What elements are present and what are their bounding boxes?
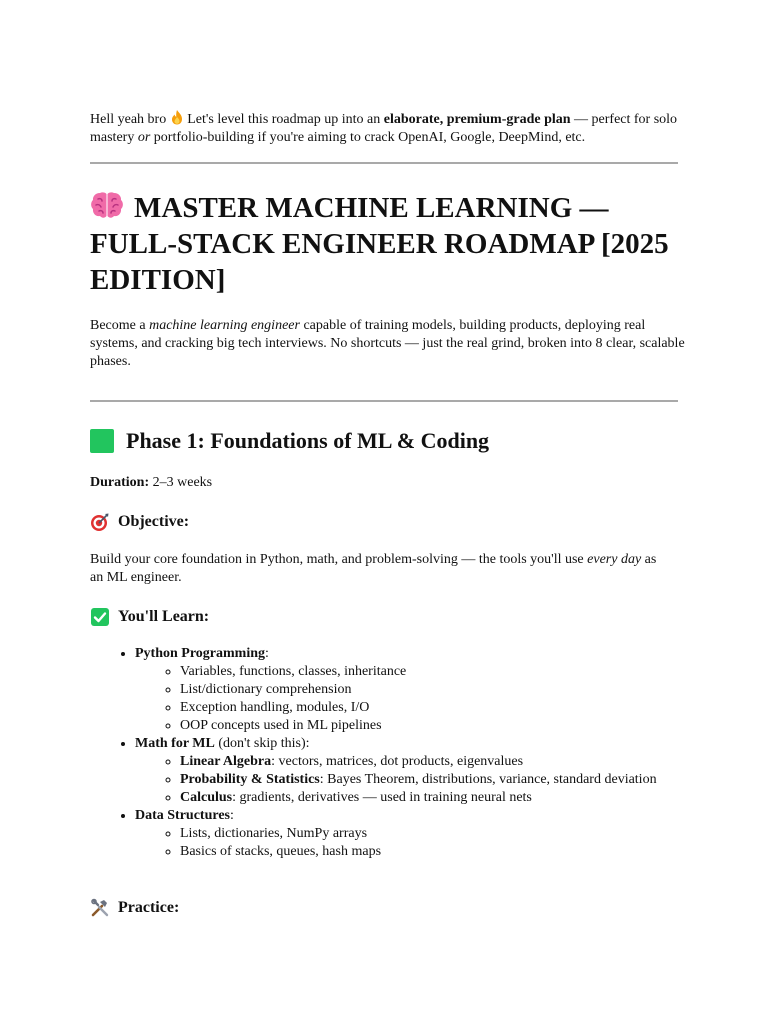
list-item: ◦ List/dictionary comprehension [180,681,695,699]
phase-heading: Phase 1: Foundations of ML & Coding [90,427,489,455]
sub-list [135,753,695,807]
list-item: ◦ Lists, dictionaries, NumPy arrays [180,825,695,843]
tools-icon [90,898,110,918]
objective-text: Build your core foundation in Python, math, and problem-solving — the tools you'll use every day as an ML engineer. [90,552,657,585]
brain-icon [90,190,124,220]
divider [90,400,678,402]
intro-paragraph: Hell yeah bro Let's level this roadmap up into an elaborate, premium-grade plan — perfect for solo mastery or portfolio-building if you're aiming to crack OpenAI, Google, DeepMind, etc. [90,109,690,147]
sub-list [135,825,695,861]
green-square-icon [90,429,114,453]
divider [90,162,678,164]
list-item: ◦ Calculus: gradients, derivatives — used in training neural nets [180,789,695,807]
list-item: • Python Programming: ◦ Variables, functions, classes, inheritance ◦ List/dictionary comprehension ◦ Exception handling, modules, I/O ◦ OOP concepts used in ML pipelines [135,645,695,735]
check-mark-icon [90,607,110,627]
list-item: • Math for ML (don't skip this): ◦ Linear Algebra: vectors, matrices, dot products, eigenvalues ◦ Probability & Statistics: Bayes Theorem, distributions, variance, standard deviation ◦ Calculus: gradients, derivatives — used in training neural nets [135,735,695,807]
fire-icon [170,109,184,125]
learn-heading: You'll Learn: [90,607,209,627]
target-icon [90,512,110,532]
list-item: • Data Structures: ◦ Lists, dictionaries, NumPy arrays ◦ Basics of stacks, queues, hash maps [135,807,695,861]
sub-list [135,663,695,735]
list-item: ◦ Variables, functions, classes, inheritance [180,663,695,681]
list-item: ◦ Probability & Statistics: Bayes Theorem, distributions, variance, standard deviation [180,771,695,789]
practice-heading: Practice: [90,898,179,918]
learn-list [90,645,695,861]
duration: Duration: 2–3 weeks [90,475,213,490]
objective-heading: Objective: [90,512,189,532]
page-title: MASTER MACHINE LEARNING — FULL-STACK ENGINEER ROADMAP [2025 EDITION] [90,192,669,296]
list-item: ◦ Basics of stacks, queues, hash maps [180,843,695,861]
list-item: ◦ OOP concepts used in ML pipelines [180,717,695,735]
lead-paragraph: Become a machine learning engineer capable of training models, building products, deploying real systems, and cracking big tech interviews. No shortcuts — just the real grind, broken into 8 clear, scalable phases. [90,318,685,369]
list-item: ◦ Exception handling, modules, I/O [180,699,695,717]
list-item: ◦ Linear Algebra: vectors, matrices, dot products, eigenvalues [180,753,695,771]
